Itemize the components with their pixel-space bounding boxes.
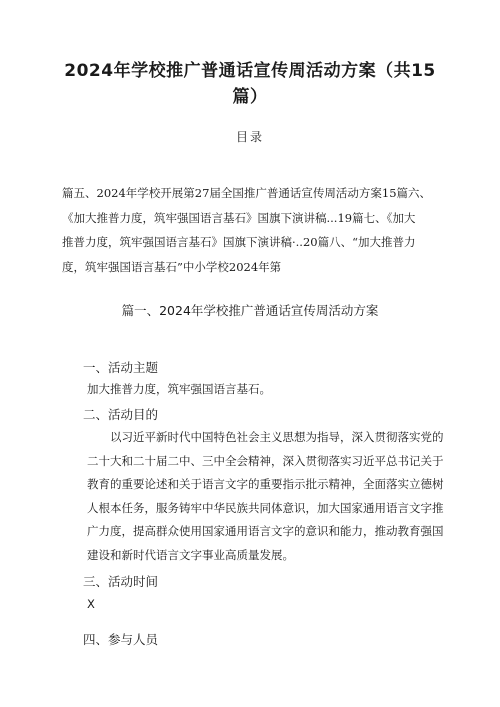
purpose-line: 以习近平新时代中国特色社会主义思想为指导，深入贯彻落实党的 xyxy=(110,430,444,444)
toc-line: 推普力度，筑牢强国语言基石》国旗下演讲稿·..20篇八、“加大推普力 xyxy=(62,235,416,249)
heading-activity-theme: 一、活动主题 xyxy=(83,360,159,375)
purpose-paragraph xyxy=(87,426,467,567)
purpose-line: 二十大和二十届二中、三中全会精神，深入贯彻落实习近平总书记关于 xyxy=(87,453,444,468)
title-line-2: 篇） xyxy=(232,87,268,107)
toc-line: 《加大推普力度，筑牢强国语言基石》国旗下演讲稿...19篇七、《加大 xyxy=(62,210,416,225)
purpose-line: 人根本任务，服务铸牢中华民族共同体意识，加大国家通用语言文字推 xyxy=(87,500,444,515)
heading-participants: 四、参与人员 xyxy=(83,632,159,647)
section-title: 篇一、2024年学校推广普通话宣传周活动方案 xyxy=(121,303,379,318)
title-line-1: 2024年学校推广普通话宣传周活动方案（共15 xyxy=(64,61,436,81)
heading-activity-purpose: 二、活动目的 xyxy=(83,407,159,422)
heading-activity-time: 三、活动时间 xyxy=(83,574,159,589)
toc-paragraph xyxy=(62,181,454,279)
time-text: X xyxy=(87,597,95,611)
purpose-line: 教育的重要论述和关于语言文字的重要指示批示精神，全面落实立德树 xyxy=(87,477,444,491)
purpose-line: 广力度，提高群众使用国家通用语言文字的意识和能力，推动教育强国 xyxy=(87,524,444,538)
toc-line: 度，筑牢强国语言基石”中小学校2024年第 xyxy=(62,259,282,274)
theme-text: 加大推普力度，筑牢强国语言基石。 xyxy=(87,382,271,396)
purpose-line: 建设和新时代语言文字事业高质量发展。 xyxy=(87,547,294,562)
toc-label: 目录 xyxy=(235,130,264,144)
document-title xyxy=(40,58,460,110)
toc-line: 篇五、2024年学校开展第27届全国推广普通话宣传周活动方案15篇六、 xyxy=(62,186,432,200)
